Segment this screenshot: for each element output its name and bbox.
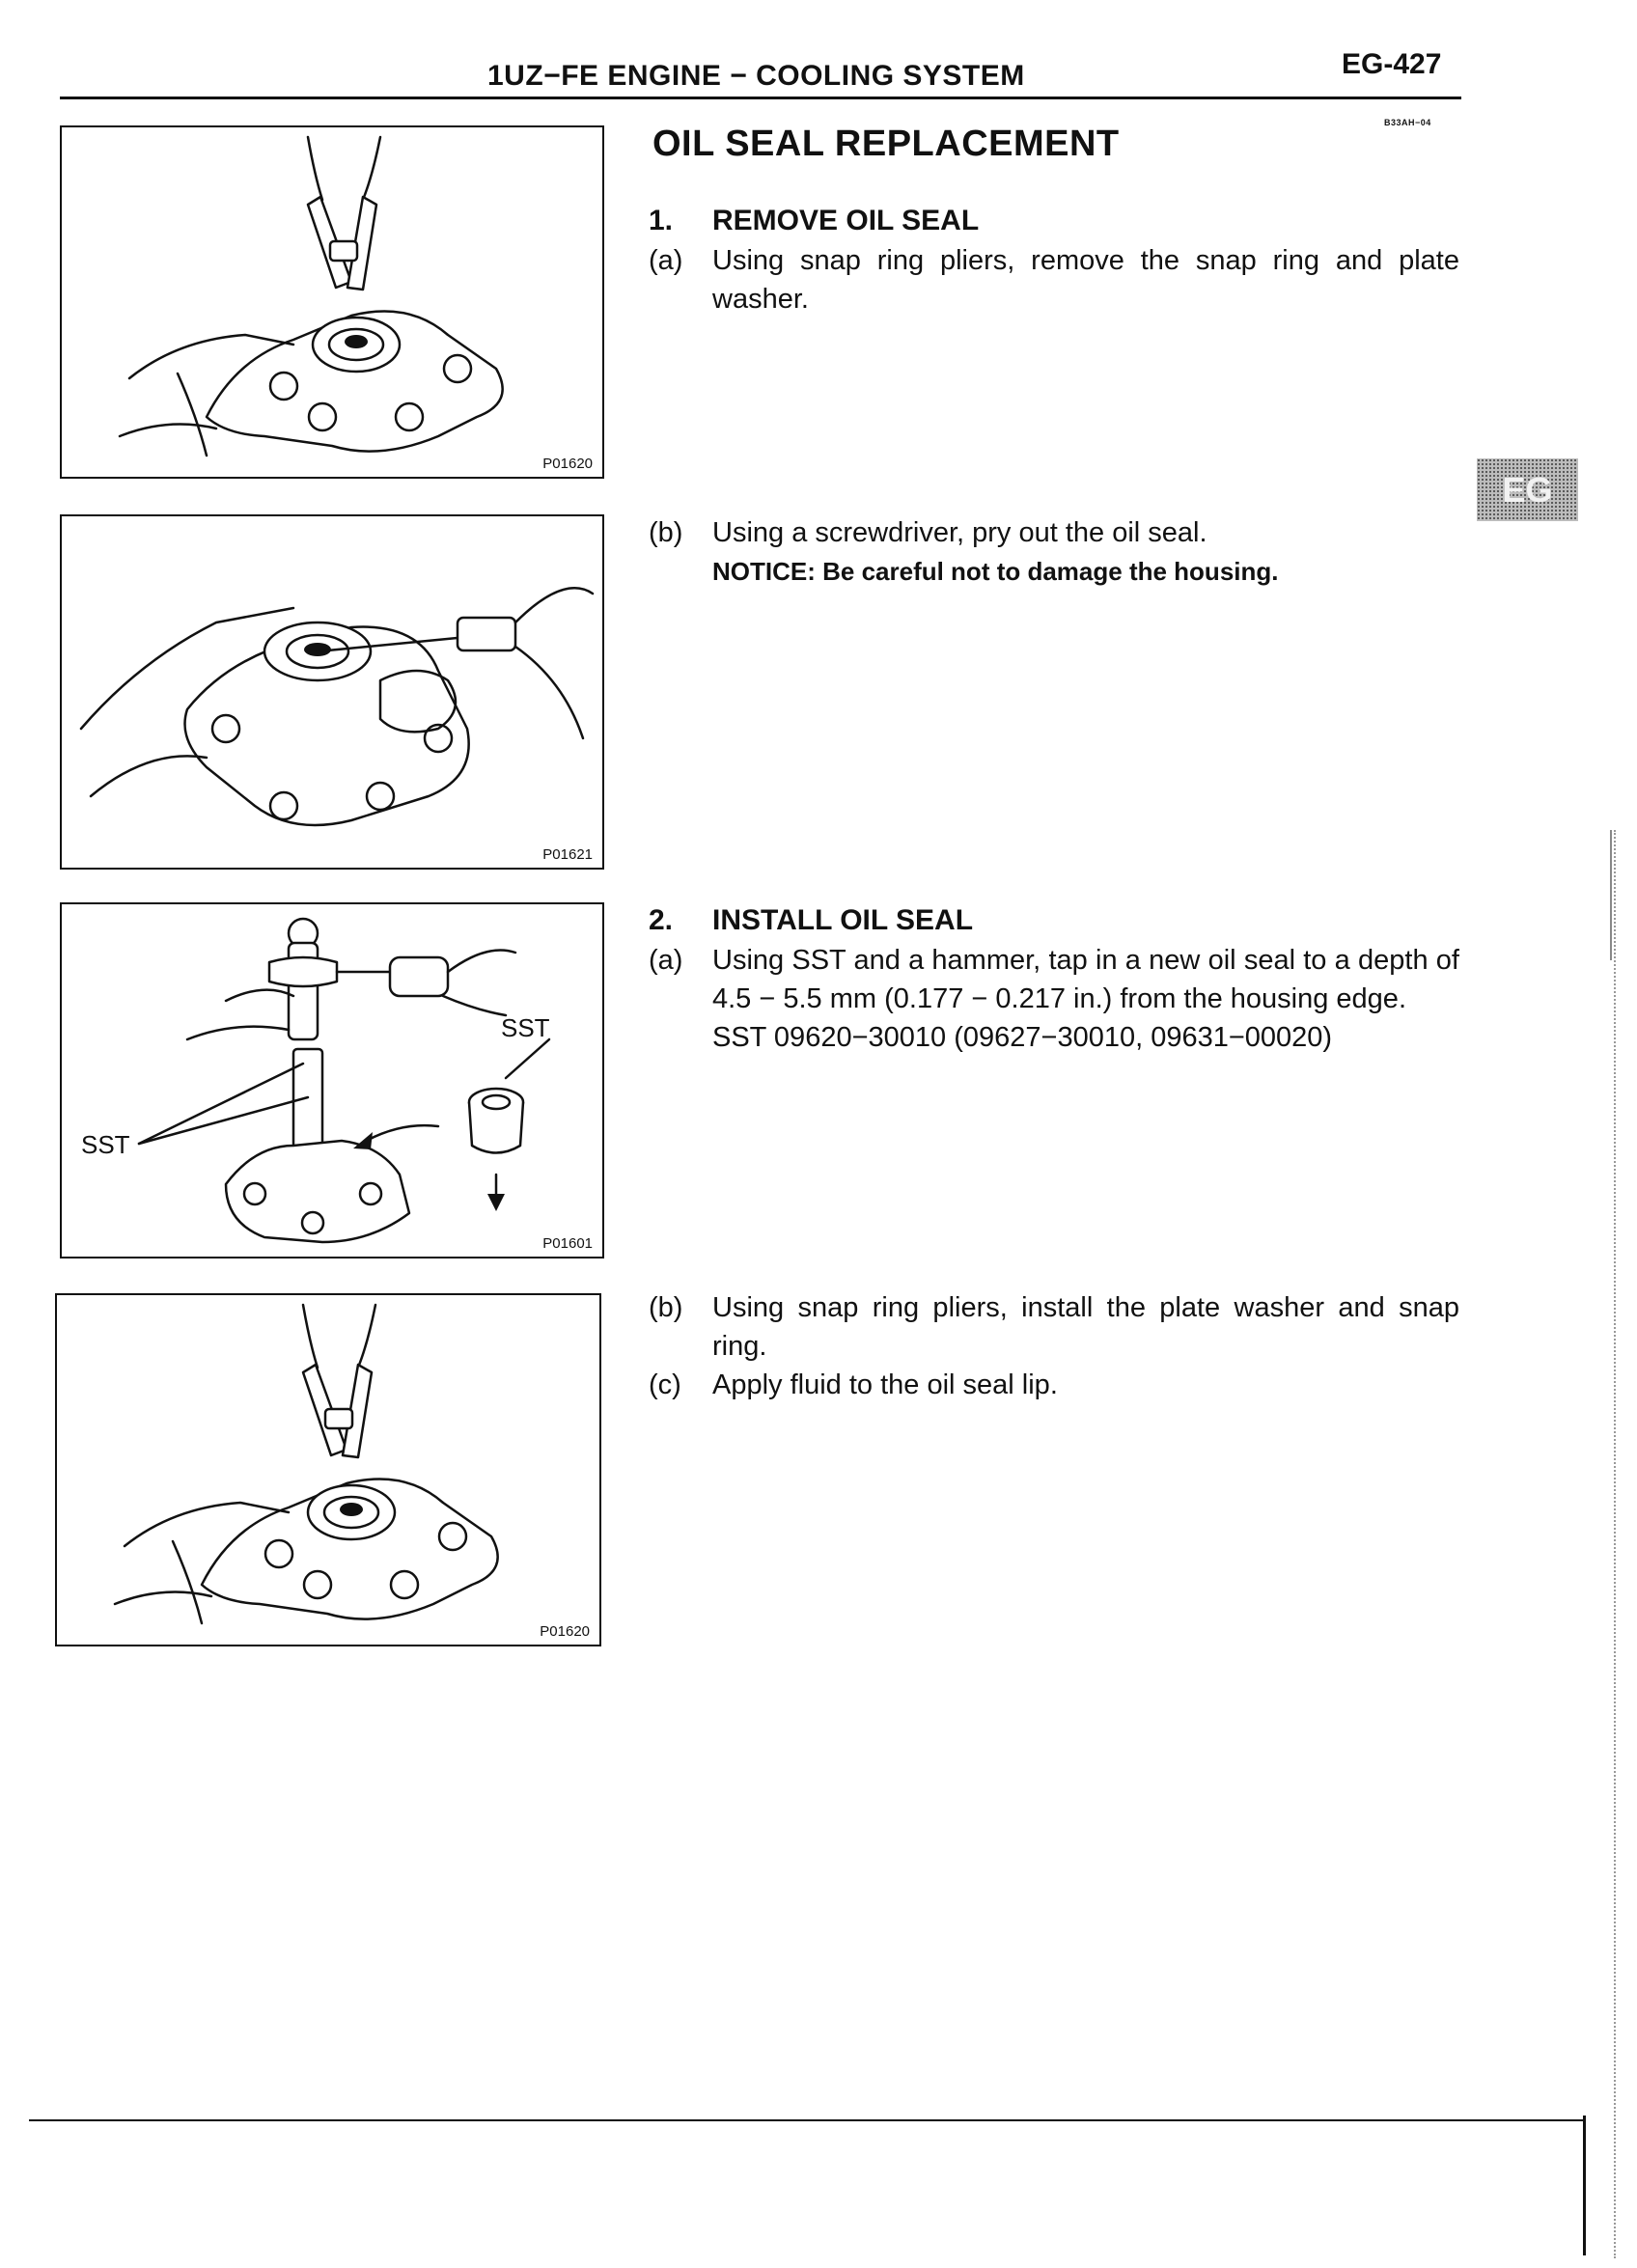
figure-id: P01621 (542, 846, 593, 863)
sst-callout-left: SST (81, 1130, 130, 1159)
step-1b (649, 513, 1459, 591)
sst-part-numbers: SST 09620−30010 (09627−30010, 09631−00020) (712, 1022, 1333, 1053)
section-tab-label: EG (1502, 469, 1553, 510)
figure-pry-oil-seal (60, 514, 604, 870)
figure-install-snap-ring (55, 1293, 601, 1646)
page-header-title: 1UZ−FE ENGINE − COOLING SYSTEM (487, 60, 1025, 92)
footer-bracket (1583, 2116, 1586, 2255)
item-marker: (b) (649, 1292, 683, 1323)
figure-id: P01601 (542, 1235, 593, 1252)
section-title: OIL SEAL REPLACEMENT (652, 124, 1120, 164)
item-text: Using snap ring pliers, remove the snap ring and plate washer. (712, 245, 1459, 315)
item-marker: (c) (649, 1369, 681, 1400)
step-1a (649, 241, 1459, 318)
step-number: 1. (649, 205, 674, 236)
item-text: Using SST and a hammer, tap in a new oil seal to a depth of 4.5 − 5.5 mm (0.177 − 0.217 in.) from the housing edge. (712, 945, 1459, 1014)
header-rule (60, 97, 1461, 99)
reference-code: B33AH−04 (1384, 118, 1431, 127)
item-marker: (b) (649, 517, 683, 548)
figure-install-oil-seal (60, 902, 604, 1258)
figure-1-illustration (62, 127, 602, 477)
item-marker: (a) (649, 945, 683, 976)
item-text: Apply fluid to the oil seal lip. (712, 1369, 1058, 1400)
step-2b (649, 1288, 1459, 1366)
step-2c (649, 1366, 1459, 1404)
figure-id: P01620 (542, 456, 593, 472)
figure-id: P01620 (540, 1623, 590, 1640)
scan-margin-dots (1614, 830, 1616, 2258)
sst-callout-right: SST (501, 1013, 550, 1042)
figure-4-illustration (57, 1295, 599, 1645)
item-text: Using snap ring pliers, install the plate washer and snap ring. (712, 1292, 1459, 1362)
figure-2-illustration (62, 516, 602, 868)
step-2a (649, 941, 1459, 1057)
step-title: REMOVE OIL SEAL (712, 205, 980, 236)
page-number: EG-427 (1342, 48, 1442, 80)
section-tab-eg (1477, 458, 1578, 521)
scan-margin-mark (1610, 830, 1612, 960)
notice-text: NOTICE: Be careful not to damage the housing. (712, 557, 1279, 586)
figure-remove-snap-ring (60, 125, 604, 479)
item-text: Using a screwdriver, pry out the oil seal. (712, 517, 1207, 548)
step-title: INSTALL OIL SEAL (712, 904, 974, 936)
figure-3-illustration (62, 904, 602, 1257)
footer-rule (29, 2119, 1585, 2121)
step-number: 2. (649, 904, 674, 936)
item-marker: (a) (649, 245, 683, 276)
